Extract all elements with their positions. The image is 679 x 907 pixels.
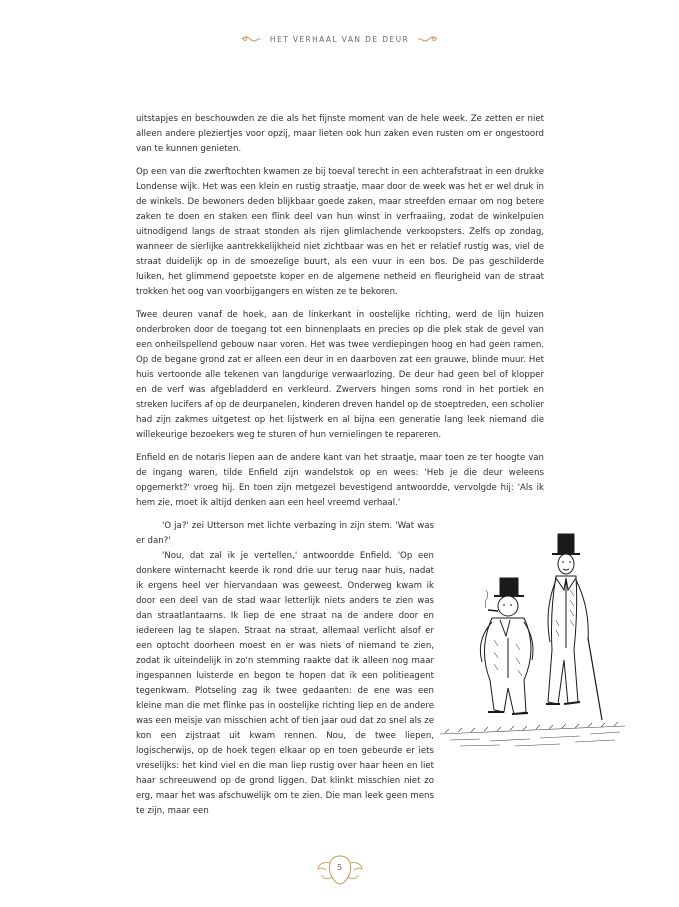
paragraph-1: uitstapjes en beschouwden ze die als het fijnste moment van de hele week. Ze zetten er niet alleen andere pleziertjes voor opzij, maar lieten ook hun zaken even rusten om er ongestoord van te kunnen genieten. xyxy=(136,114,544,154)
page-folio xyxy=(0,853,679,887)
dialog-text xyxy=(136,519,434,819)
paragraph-2: Op een van die zwerftochten kwamen ze bij toeval terecht in een achterafstraat in een drukke Londense wijk. Het was een klein en rustig straatje, maar door de week was het er wel druk in de winkels. De bewoners deden blijkbaar goede zaken, maar streefden ernaar om nog betere zaken te doen en staken een flink deel van hun winst in verfraaiing, zodat de winkelpuien uitnodigend langs de straat stonden als rijen glimlachende verkoopsters. Zelfs op zondag, wanneer de sierlijke aantrekkelijkheid niet zichtbaar was en het er relatief rustig was, viel de straat duidelijk op in de smoezelige buurt, als een vuur in een bos. De pas geschilderde luiken, het glimmend gepoetste koper en de algemene netheid en fleurigheid van de straat trokken het oog van voorbijgangers en wisten ze te bekoren. xyxy=(136,167,544,297)
paragraph-4: Enfield en de notaris liepen aan de andere kant van het straatje, maar toen ze ter hoogte van de ingang waren, tilde Enfield zijn wandelstok op en wees: 'Heb je die deur weleens opgemerkt?' vroeg hij. En toen zijn metgezel bevestigend antwoordde, vervolgde hij: 'Als ik hem zie, moet ik altijd denken aan een heel vreemd verhaal.' xyxy=(136,453,544,508)
two-gentlemen-walking-illustration xyxy=(440,520,625,750)
dialog-line-2: 'Nou, dat zal ik je vertellen,' antwoordde Enfield. 'Op een donkere winternacht keerde ik rond drie uur terug naar huis, nadat ik ergens heel ver hiervandaan was geweest. Onderweg kwam ik door een deel van de stad waar letterlijk niets anders te zien was dan straatlantaarns. Ik liep de ene straat na de andere door en iedereen lag te slapen. Straat na straat, allemaal verlicht alsof er een optocht doorheen moest en er was niets of niemand te zien, zodat ik uiteindelijk in zo'n stemming raakte dat ik alleen nog maar ingespannen luisterde en begon te hopen dat ik een politieagent tegenkwam. Plotseling zag ik twee gedaanten: de ene was een kleine man die met flinke pas in oostelijke richting liep en de andere was een meisje van misschien acht of tien jaar oud dat zo snel als ze kon een zijstraat uit kwam rennen. Nou, de twee liepen, logischerwijs, op de hoek tegen elkaar op en toen gebeurde er iets vreselijks: het kind viel en die man liep rustig over haar heen en liet haar schreeuwend op de grond liggen. Dat klinkt misschien niet zo erg, maar het was afschuwelijk om te zien. Die man leek geen mens te zijn, maar een xyxy=(136,551,434,816)
page-number: 5 xyxy=(336,863,343,872)
running-header-title: HET VERHAAL VAN DE DEUR xyxy=(269,34,410,44)
running-header xyxy=(0,34,679,44)
right-flourish-icon xyxy=(417,34,439,44)
left-flourish-icon xyxy=(240,34,262,44)
paragraph-3: Twee deuren vanaf de hoek, aan de linkerkant in oostelijke richting, werd de lijn huizen onderbroken door de toegang tot een binnenplaats en precies op die plek stak de gevel van een onheilspellend gebouw naar voren. Het was twee verdiepingen hoog en had geen ramen. Op de begane grond zat er alleen een deur in en daarboven zat een grauwe, blinde muur. Het huis vertoonde alle tekenen van langdurige verwaarlozing. De deur had geen bel of klopper en de verf was afgebladderd en verkleurd. Zwervers hingen soms rond in het portiek en streken lucifers af op de deurpanelen, kinderen dreven handel op de stoeptreden, een scholier had zijn zakmes uitgetest op het lijstwerk en al bijna een generatie lang leek niemand die willekeurige bezoekers weg te sturen of hun vernielingen te repareren. xyxy=(136,310,545,440)
body-text xyxy=(136,112,544,511)
dialog-line-1: 'O ja?' zei Utterson met lichte verbazing in zijn stem. 'Wat was er dan?' xyxy=(136,521,434,546)
folio-ornament xyxy=(314,853,366,887)
